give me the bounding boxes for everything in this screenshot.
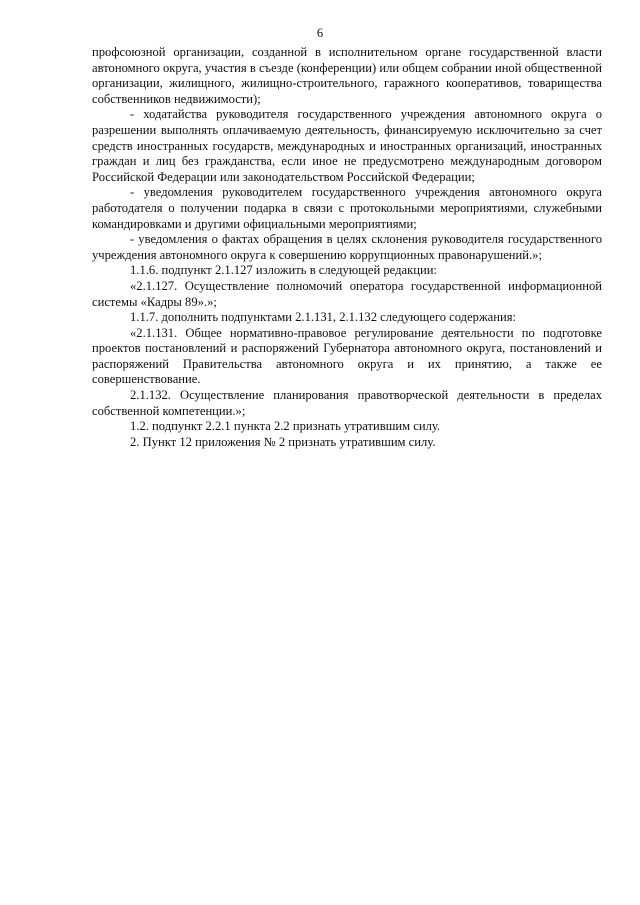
paragraph-6: «2.1.127. Осуществление полномочий оператора государственной информационной системы «Кадры 89».»; xyxy=(92,278,602,309)
paragraph-7: 1.1.7. дополнить подпунктами 2.1.131, 2.1.132 следующего содержания: xyxy=(130,310,517,325)
paragraph-10: 1.2. подпункт 2.2.1 пункта 2.2 признать утратившим силу. xyxy=(130,419,441,434)
document-body xyxy=(92,45,602,450)
paragraph-3: - уведомления руководителем государственного учреждения автономного округа работодателя о получении подарка в связи с протокольными мероприятиями, служебными командировками и другими официальными мероприятиями; xyxy=(92,185,602,231)
paragraph-11: 2. Пункт 12 приложения № 2 признать утратившим силу. xyxy=(130,434,436,449)
paragraph-2: - ходатайства руководителя государственного учреждения автономного округа о разрешении выполнять оплачиваемую деятельность, финансируемую исключительно за счет средств иностранных государств, международных и иностранных организаций, иностранных граждан и лиц без гражданства, если иное не предусмотрено международным договором Российской Федерации или законодательством Российской Федерации; xyxy=(92,107,602,184)
paragraph-9: 2.1.132. Осуществление планирования правотворческой деятельности в пределах собственной компетенции.»; xyxy=(92,388,602,418)
paragraph-5: 1.1.6. подпункт 2.1.127 изложить в следующей редакции: xyxy=(130,263,437,278)
paragraph-8: «2.1.131. Общее нормативно-правовое регулирование деятельности по подготовке проектов постановлений и распоряжений Губернатора автономного округа, постановлений и распоряжений Правительства автономного округа и их принятию, а также ее совершенствование. xyxy=(92,325,602,387)
paragraph-1: профсоюзной организации, созданной в исполнительном органе государственной власти автономного округа, участия в съезде (конференции) или общем собрании иной общественной организации, жилищного, жилищно-строительного, гаражного кооперативов, товарищества собственников недвижимости); xyxy=(92,45,602,106)
paragraph-4: - уведомления о фактах обращения в целях склонения руководителя государственного учреждения автономного округа к совершению коррупционных правонарушений.»; xyxy=(92,232,602,262)
page-number: 6 xyxy=(316,26,324,40)
